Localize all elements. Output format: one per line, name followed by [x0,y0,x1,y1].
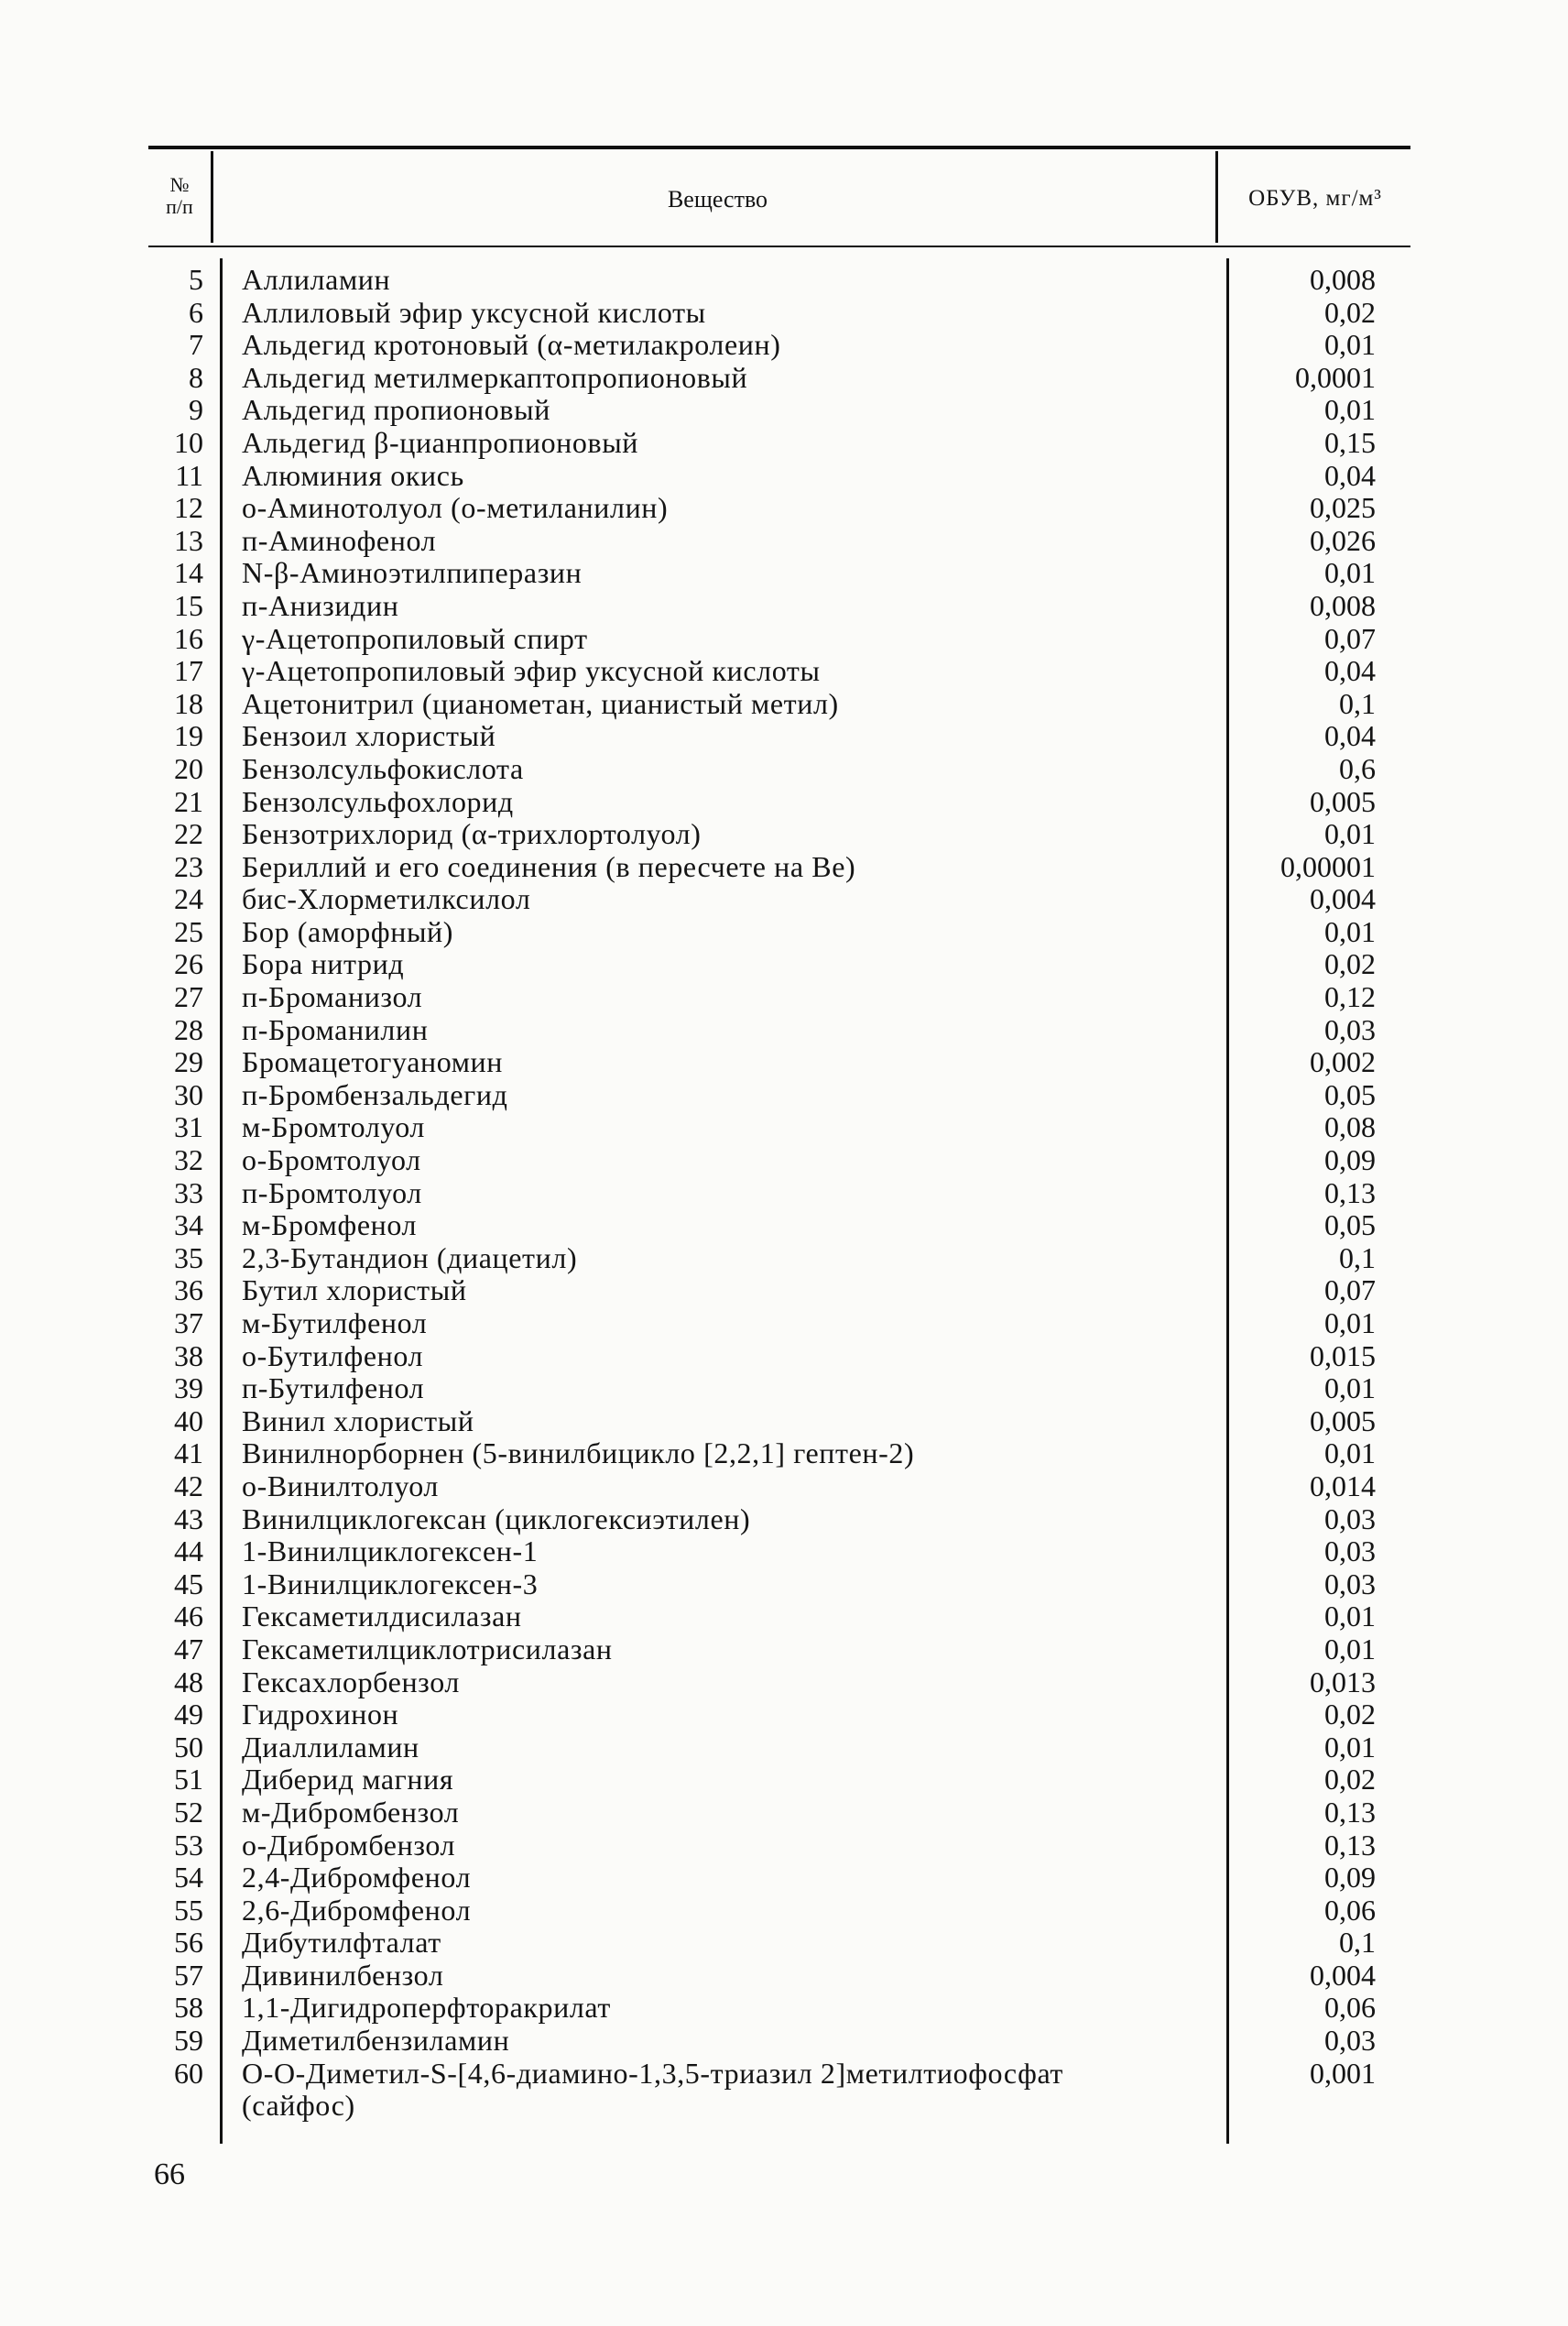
table-row [0,1992,1568,2025]
row-substance-line: Аллиловый эфир уксусной кислоты [242,295,706,329]
row-number: 59 [174,2024,203,2058]
row-number: 12 [174,491,203,525]
header-substance: Вещество [667,186,768,213]
table-row [0,2025,1568,2058]
table-row [0,1862,1568,1895]
row-value: 0,06 [1324,1893,1376,1927]
row-value: 0,06 [1324,1991,1376,2025]
row-value: 0,004 [1310,882,1376,916]
row-number: 48 [174,1665,203,1698]
row-substance [242,1535,1213,1568]
row-substance [242,655,1213,688]
row-value: 0,03 [1324,2024,1376,2058]
row-substance-line: N-β-Аминоэтилпиперазин [242,556,583,590]
row-substance [242,1372,1213,1405]
row-value: 0,01 [1324,817,1376,851]
table-row [0,1666,1568,1699]
table-row [0,492,1568,525]
row-number: 10 [174,425,203,459]
row-substance [242,851,1213,884]
table-row [0,1307,1568,1340]
table-row [0,1764,1568,1796]
row-substance-line: п-Бромбензальдегид [242,1077,508,1111]
table-row [0,1698,1568,1731]
table-row [0,1144,1568,1177]
row-substance [242,1829,1213,1862]
row-number: 33 [174,1175,203,1209]
table-row [0,2058,1568,2122]
row-number: 44 [174,1534,203,1568]
row-substance-line: о-Аминотолуол (о-метиланилин) [242,491,669,525]
row-substance-line: γ-Ацетопропиловый эфир уксусной кислоты [242,654,821,688]
row-substance [242,818,1213,851]
row-value: 0,01 [1324,556,1376,590]
row-substance-line: п-Бромтолуол [242,1175,422,1209]
table-row [0,1960,1568,1993]
row-number: 9 [189,393,203,427]
row-value: 0,0001 [1295,360,1376,394]
row-value: 0,04 [1324,458,1376,492]
row-value: 0,01 [1324,1600,1376,1633]
row-substance [242,427,1213,460]
row-value: 0,13 [1324,1795,1376,1829]
table-row [0,720,1568,753]
table-row [0,948,1568,981]
row-substance [242,1633,1213,1666]
row-substance [242,297,1213,330]
table-row [0,916,1568,949]
row-number: 13 [174,523,203,557]
page-number: 66 [154,2157,185,2191]
row-substance [242,1862,1213,1895]
table-row [0,655,1568,688]
row-value: 0,03 [1324,1012,1376,1046]
row-value: 0,6 [1339,751,1376,785]
row-value: 0,07 [1324,1273,1376,1307]
row-number: 49 [174,1698,203,1731]
row-value: 0,001 [1310,2056,1376,2090]
row-substance-line: Бор (аморфный) [242,914,454,948]
row-substance [242,916,1213,949]
row-number: 25 [174,914,203,948]
row-number: 51 [174,1763,203,1796]
row-value: 0,03 [1324,1502,1376,1535]
row-substance [242,753,1213,786]
table-row [0,883,1568,916]
row-substance-line: Винил хлористый [242,1403,474,1437]
table-row [0,753,1568,786]
row-substance [242,1046,1213,1079]
row-value: 0,01 [1324,1730,1376,1764]
row-substance-line: Винилциклогексан (циклогексиэтилен) [242,1502,751,1535]
row-number: 15 [174,588,203,622]
row-value: 0,026 [1310,523,1376,557]
row-value: 0,1 [1339,1926,1376,1960]
row-value: 0,014 [1310,1469,1376,1502]
row-number: 21 [174,784,203,818]
table-row [0,1340,1568,1373]
row-substance-line: Аллиламин [242,263,391,296]
row-substance [242,1698,1213,1731]
row-value: 0,13 [1324,1828,1376,1862]
header-number [151,174,208,218]
header-number-line1: № [169,173,190,196]
table-row [0,264,1568,297]
row-value: 0,13 [1324,1175,1376,1209]
table-row [0,1633,1568,1666]
table-row [0,981,1568,1014]
row-value: 0,02 [1324,295,1376,329]
row-number: 30 [174,1077,203,1111]
row-value: 0,01 [1324,393,1376,427]
row-number: 34 [174,1208,203,1242]
row-substance-line: Дивинилбензол [242,1958,444,1992]
table-row [0,1274,1568,1307]
row-substance-line: Гексаметилдисилазан [242,1600,522,1633]
table-row [0,1177,1568,1210]
table-row [0,329,1568,362]
row-number: 57 [174,1958,203,1992]
row-substance [242,1666,1213,1699]
table-row [0,394,1568,427]
table-row [0,786,1568,819]
row-substance [242,1274,1213,1307]
row-substance-line: 2,3-Бутандион (диацетил) [242,1240,578,1274]
row-substance [242,883,1213,916]
table-row [0,1600,1568,1633]
row-substance-line: п-Броманизол [242,980,423,1014]
row-substance-line: γ-Ацетопропиловый спирт [242,621,588,655]
row-number: 35 [174,1240,203,1274]
row-substance-line: 1,1-Дигидроперфторакрилат [242,1991,611,2025]
row-number: 14 [174,556,203,590]
row-substance [242,688,1213,721]
row-number: 28 [174,1012,203,1046]
row-substance [242,492,1213,525]
row-substance-line: Альдегид метилмеркаптопропионовый [242,360,748,394]
row-number: 24 [174,882,203,916]
row-value: 0,15 [1324,425,1376,459]
table-row [0,1470,1568,1503]
row-substance [242,786,1213,819]
row-value: 0,008 [1310,588,1376,622]
table-row [0,623,1568,656]
row-value: 0,1 [1339,686,1376,720]
row-substance [242,1568,1213,1601]
row-substance-line: Альдегид β-цианпропионовый [242,425,639,459]
row-substance [242,2058,1213,2123]
row-substance [242,1144,1213,1177]
row-substance [242,1111,1213,1144]
table-row [0,1437,1568,1470]
row-substance-line: п-Анизидин [242,588,399,622]
table-row [0,525,1568,558]
row-substance [242,557,1213,590]
row-value: 0,08 [1324,1110,1376,1144]
row-value: 0,01 [1324,1306,1376,1339]
row-number: 19 [174,719,203,753]
table-row [0,818,1568,851]
row-value: 0,005 [1310,1403,1376,1437]
row-substance [242,1764,1213,1796]
row-value: 0,05 [1324,1208,1376,1242]
row-number: 37 [174,1306,203,1339]
row-substance [242,1405,1213,1438]
row-value: 0,008 [1310,263,1376,296]
row-number: 40 [174,1403,203,1437]
row-substance-line: Гексаметилциклотрисилазан [242,1632,613,1665]
row-value: 0,03 [1324,1534,1376,1568]
table-row [0,1503,1568,1536]
table-row [0,297,1568,330]
row-substance [242,394,1213,427]
row-substance [242,720,1213,753]
table-row [0,1242,1568,1275]
row-value: 0,02 [1324,947,1376,981]
row-substance [242,1927,1213,1960]
row-substance-line: Диметилбензиламин [242,2024,510,2058]
row-substance-line: Бензотрихлорид (α-трихлортолуол) [242,817,702,851]
row-number: 52 [174,1795,203,1829]
row-number: 5 [189,263,203,296]
row-number: 26 [174,947,203,981]
row-substance-line: Диаллиламин [242,1730,419,1764]
row-substance [242,1014,1213,1047]
table-row [0,1111,1568,1144]
row-value: 0,12 [1324,980,1376,1014]
row-number: 50 [174,1730,203,1764]
row-substance [242,1437,1213,1470]
table-row [0,1535,1568,1568]
row-substance-line: о-Дибромбензол [242,1828,456,1862]
row-substance [242,460,1213,493]
row-value: 0,01 [1324,1371,1376,1405]
row-number: 55 [174,1893,203,1927]
row-number: 22 [174,817,203,851]
header-divider-left [211,151,213,243]
row-value: 0,002 [1310,1045,1376,1079]
row-substance-line: О-О-Диметил-S-[4,6-диамино-1,3,5-триазил 2]метилтиофосфат [242,2056,1064,2090]
row-number: 46 [174,1600,203,1633]
row-number: 32 [174,1143,203,1177]
row-substance [242,1340,1213,1373]
row-substance-line: бис-Хлорметилксилол [242,882,531,916]
row-number: 6 [189,295,203,329]
row-substance [242,981,1213,1014]
row-number: 11 [175,458,203,492]
row-substance-line: о-Бромтолуол [242,1143,421,1177]
row-substance [242,1470,1213,1503]
row-substance-line: 1-Винилциклогексен-1 [242,1534,539,1568]
table-row [0,688,1568,721]
table-row [0,851,1568,884]
row-substance [242,1209,1213,1242]
row-number: 17 [174,654,203,688]
header-bottom-rule [148,246,1410,247]
substance-table-body [0,264,1568,2122]
table-row [0,1731,1568,1764]
row-substance-line: 2,6-Дибромфенол [242,1893,472,1927]
row-substance-line: Бериллий и его соединения (в пересчете на Be) [242,849,856,883]
row-substance [242,1895,1213,1927]
row-substance-line: Бензолсульфокислота [242,751,524,785]
row-value: 0,07 [1324,621,1376,655]
row-value: 0,05 [1324,1077,1376,1111]
header-number-line2: п/п [166,195,193,218]
row-value: 0,01 [1324,1632,1376,1665]
row-substance [242,329,1213,362]
row-number: 41 [174,1436,203,1470]
table-row [0,1895,1568,1927]
row-number: 47 [174,1632,203,1665]
row-value: 0,00001 [1280,849,1376,883]
row-substance [242,623,1213,656]
row-number: 39 [174,1371,203,1405]
row-substance [242,1960,1213,1993]
row-number: 23 [174,849,203,883]
row-substance [242,362,1213,395]
row-substance-line: Альдегид пропионовый [242,393,550,427]
row-substance-line: Ацетонитрил (цианометан, цианистый метил) [242,686,839,720]
row-value: 0,013 [1310,1665,1376,1698]
row-substance-line2: (сайфос) [242,2089,355,2123]
row-number: 36 [174,1273,203,1307]
row-number: 18 [174,686,203,720]
row-substance [242,1796,1213,1829]
row-substance-line: Диберид магния [242,1763,454,1796]
row-number: 29 [174,1045,203,1079]
row-number: 42 [174,1469,203,1502]
row-number: 43 [174,1502,203,1535]
row-substance [242,1242,1213,1275]
row-substance-line: Гексахлорбензол [242,1665,460,1698]
row-substance-line: м-Бромфенол [242,1208,418,1242]
row-substance [242,264,1213,297]
row-value: 0,09 [1324,1861,1376,1895]
row-value: 0,004 [1310,1958,1376,1992]
row-substance [242,1079,1213,1112]
row-value: 0,005 [1310,784,1376,818]
row-substance-line: Бромацетогуаномин [242,1045,504,1079]
row-substance [242,1731,1213,1764]
row-number: 60 [174,2056,203,2090]
row-number: 58 [174,1991,203,2025]
row-substance-line: Бензоил хлористый [242,719,496,753]
row-substance [242,590,1213,623]
table-row [0,427,1568,460]
table-row [0,1046,1568,1079]
row-substance [242,525,1213,558]
row-number: 54 [174,1861,203,1895]
row-substance [242,1503,1213,1536]
row-substance-line: 2,4-Дибромфенол [242,1861,472,1895]
row-value: 0,02 [1324,1763,1376,1796]
table-row [0,362,1568,395]
row-substance-line: м-Бутилфенол [242,1306,428,1339]
table-row [0,1829,1568,1862]
row-substance-line: Винилнорборнен (5-винилбицикло [2,2,1] гептен-2) [242,1436,915,1470]
row-substance-line: Бора нитрид [242,947,405,981]
table-row [0,1014,1568,1047]
table-row [0,1568,1568,1601]
row-substance-line: Гидрохинон [242,1698,399,1731]
row-value: 0,01 [1324,328,1376,362]
header-value: ОБУВ, мг/м³ [1248,186,1382,211]
row-value: 0,01 [1324,914,1376,948]
table-row [0,557,1568,590]
row-value: 0,02 [1324,1698,1376,1731]
row-number: 53 [174,1828,203,1862]
row-substance [242,1307,1213,1340]
row-value: 0,01 [1324,1436,1376,1470]
row-substance-line: п-Бутилфенол [242,1371,425,1405]
row-number: 7 [189,328,203,362]
row-substance [242,948,1213,981]
row-substance-line: о-Винилтолуол [242,1469,440,1502]
table-row [0,1405,1568,1438]
table-row [0,1079,1568,1112]
row-substance-line: м-Дибромбензол [242,1795,460,1829]
row-substance-line: Алюминия окись [242,458,464,492]
row-substance-line: Бензолсульфохлорид [242,784,514,818]
row-number: 20 [174,751,203,785]
row-number: 16 [174,621,203,655]
table-top-rule [148,146,1410,149]
row-number: 56 [174,1926,203,1960]
row-substance [242,1992,1213,2025]
table-row [0,1796,1568,1829]
row-substance [242,1600,1213,1633]
row-value: 0,025 [1310,491,1376,525]
row-value: 0,1 [1339,1240,1376,1274]
table-row [0,1927,1568,1960]
row-number: 38 [174,1338,203,1372]
row-substance-line: Дибутилфталат [242,1926,441,1960]
row-value: 0,04 [1324,654,1376,688]
row-substance-line: м-Бромтолуол [242,1110,425,1144]
row-substance [242,1177,1213,1210]
row-substance-line: о-Бутилфенол [242,1338,424,1372]
row-substance [242,2025,1213,2058]
row-value: 0,04 [1324,719,1376,753]
row-number: 8 [189,360,203,394]
row-value: 0,03 [1324,1567,1376,1600]
row-substance-line: п-Броманилин [242,1012,429,1046]
table-row [0,1209,1568,1242]
row-value: 0,015 [1310,1338,1376,1372]
row-substance-line: 1-Винилциклогексен-3 [242,1567,539,1600]
table-row [0,1372,1568,1405]
row-substance-line: Бутил хлористый [242,1273,467,1307]
row-substance-line: п-Аминофенол [242,523,437,557]
row-number: 31 [174,1110,203,1144]
row-number: 27 [174,980,203,1014]
row-substance-line: Альдегид кротоновый (α-метилакролеин) [242,328,781,362]
table-row [0,590,1568,623]
table-row [0,460,1568,493]
row-number: 45 [174,1567,203,1600]
row-value: 0,09 [1324,1143,1376,1177]
